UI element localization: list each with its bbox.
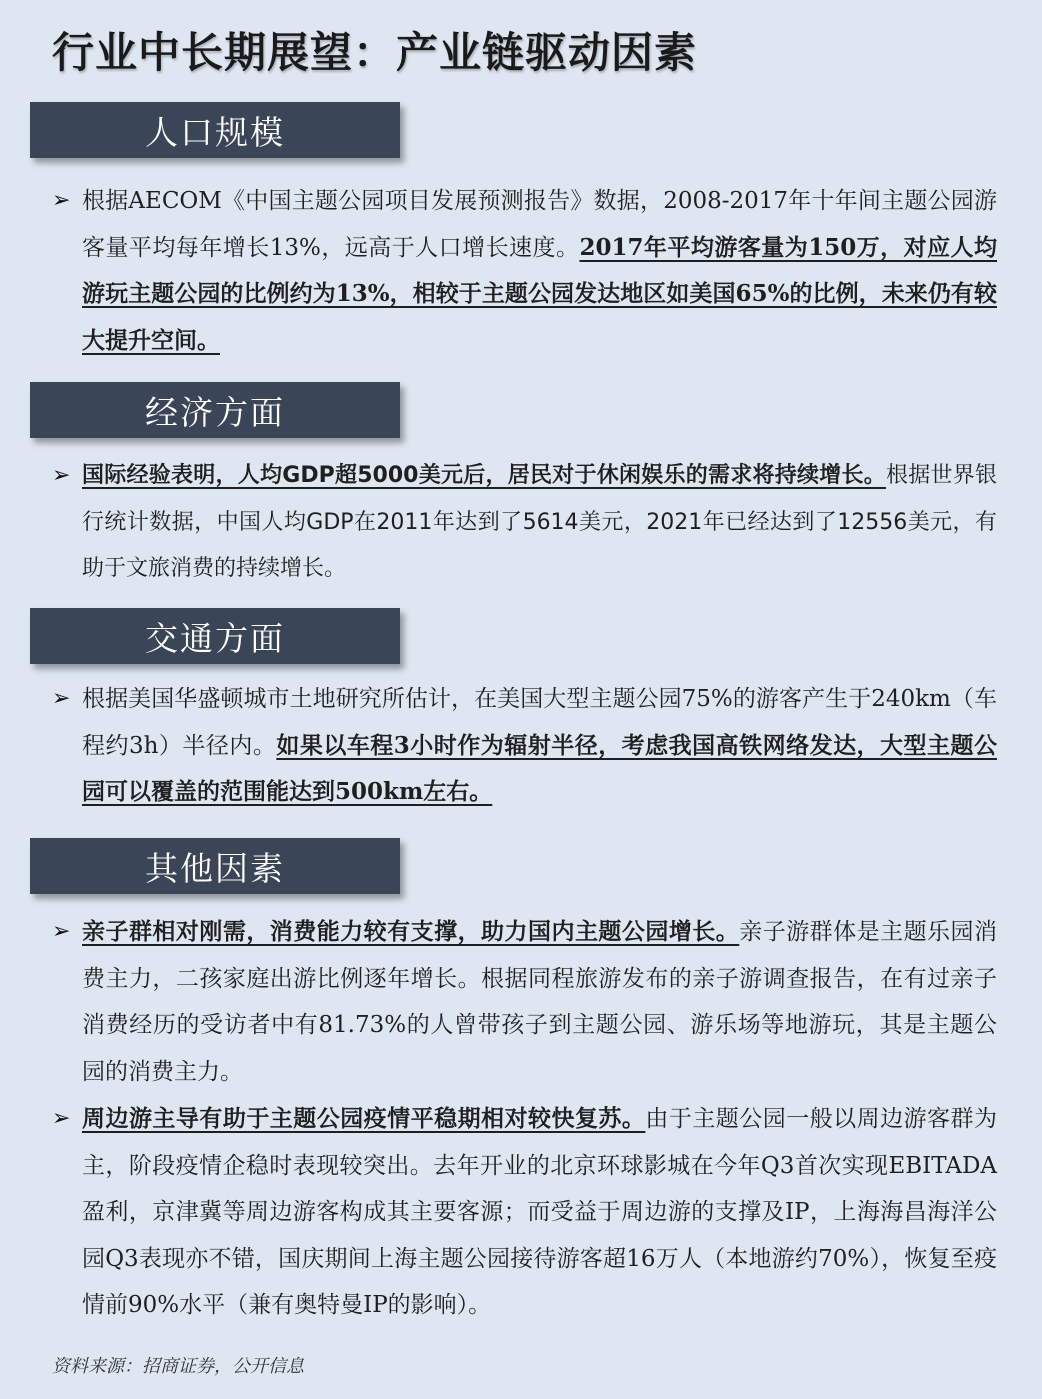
section-other-paragraph-2 [52, 1096, 997, 1329]
paragraph-segment: 根据AECOM《中国主题公园项目发展预测报告》数据，2008-2017年十年间主题公园游客量平均每年增长13%，远高于人口增长速度。 [82, 188, 997, 261]
paragraph-text [82, 909, 997, 1095]
bullet-arrow-icon: ➢ [52, 463, 71, 488]
section-heading-economy: 经济方面 [30, 382, 400, 438]
bullet-arrow-icon: ➢ [52, 686, 71, 711]
highlight-segment: 周边游主导有助于主题公园疫情平稳期相对较快复苏。 [82, 1105, 646, 1132]
section-transport-paragraph [52, 676, 997, 816]
paragraph-segment: 根据世界银行统计数据，中国人均GDP在2011年达到了5614美元，2021年已经达到了12556美元，有助于文旅消费的持续增长。 [82, 463, 997, 581]
paragraph-text [82, 178, 997, 364]
highlight-segment: 国际经验表明，人均GDP超5000美元后，居民对于休闲娱乐的需求将持续增长。 [82, 463, 886, 488]
bullet-arrow-icon: ➢ [52, 188, 71, 213]
paragraph-segment: 亲子游群体是主题乐园消费主力，二孩家庭出游比例逐年增长。根据同程旅游发布的亲子游调查报告，在有过亲子消费经历的受访者中有81.73%的人曾带孩子到主题公园、游乐场等地游玩，其是主题公园的消费主力。 [82, 919, 998, 1085]
section-other-paragraph-1 [52, 909, 997, 1095]
section-population-paragraph [52, 178, 997, 364]
section-heading-other: 其他因素 [30, 838, 400, 894]
highlight-segment: 如果以车程3小时作为辐射半径，考虑我国高铁网络发达，大型主题公园可以覆盖的范围能达到500km左右。 [82, 731, 997, 805]
highlight-segment: 亲子群相对刚需，消费能力较有支撑，助力国内主题公园增长。 [82, 918, 740, 945]
section-heading-transport: 交通方面 [30, 608, 400, 664]
section-heading-population: 人口规模 [30, 102, 400, 158]
highlight-segment: 2017年平均游客量为150万，对应人均游玩主题公园的比例约为13%，相较于主题公园发达地区如美国65%的比例，未来仍有较大提升空间。 [82, 233, 998, 354]
paragraph-segment: 由于主题公园一般以周边游客群为主，阶段疫情企稳时表现较突出。去年开业的北京环球影城在今年Q3首次实现EBITADA盈利，京津冀等周边游客构成其主要客源；而受益于周边游的支撑及IP，上海海昌海洋公园Q3表现亦不错，国庆期间上海主题公园接待游客超16万人（本地游约70%），恢复至疫情前90%水平（兼有奥特曼IP的影响）。 [82, 1106, 998, 1318]
bullet-arrow-icon: ➢ [52, 919, 71, 944]
section-economy-paragraph [52, 453, 997, 593]
paragraph-text [82, 1096, 997, 1329]
source-note: 资料来源：招商证券，公开信息 [52, 1356, 304, 1377]
bullet-arrow-icon: ➢ [52, 1106, 71, 1131]
paragraph-segment: 根据美国华盛顿城市土地研究所估计，在美国大型主题公园75%的游客产生于240km（车程约3h）半径内。 [82, 686, 997, 759]
paragraph-text [82, 453, 997, 593]
paragraph-text [82, 676, 997, 816]
page-title: 行业中长期展望：产业链驱动因素 [52, 28, 698, 77]
